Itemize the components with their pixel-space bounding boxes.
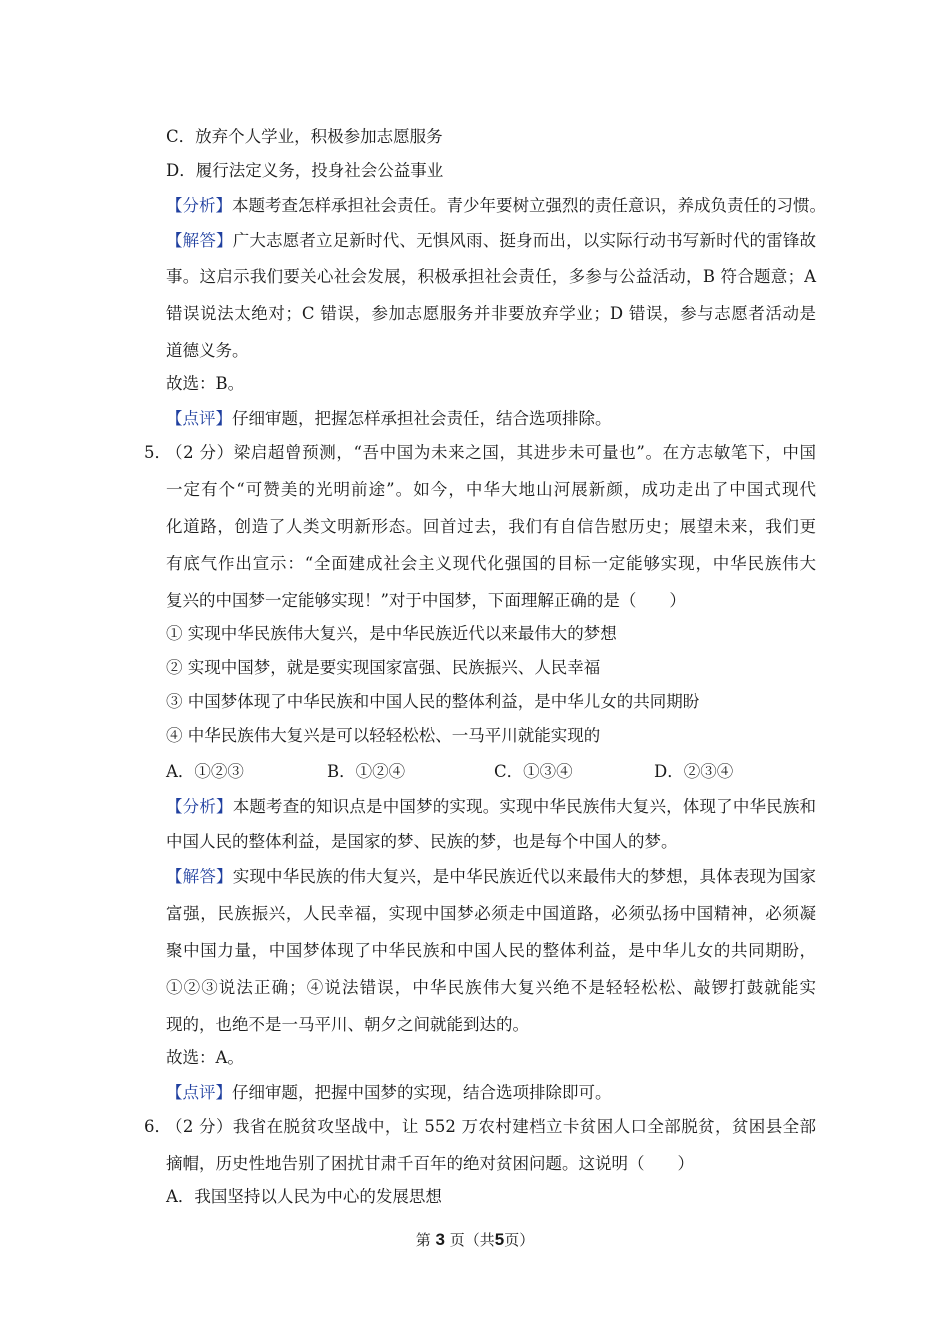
q4-answer-line-3: 错误说法太绝对；C 错误，参加志愿服务并非要放弃学业；D 错误，参与志愿者活动是 xyxy=(166,304,816,323)
q5-stem-line-2: 一定有个“可赞美的光明前途”。如今，中华大地山河展新颜，成功走出了中国式现代 xyxy=(166,480,816,499)
q5-answer-line-2: 富强，民族振兴，人民幸福，实现中国梦必须走中国道路，必须弘扬中国精神，必须凝 xyxy=(166,904,816,923)
q4-analysis-text: 本题考查怎样承担社会责任。青少年要树立强烈的责任意识，养成负责任的习惯。 xyxy=(232,196,826,215)
q6-stem-line-2: 摘帽，历史性地告别了困扰甘肃千百年的绝对贫困问题。这说明（ ） xyxy=(166,1154,694,1173)
q4-answer-line-2: 事。这启示我们要关心社会发展，积极承担社会责任，多参与公益活动，B 符合题意；A xyxy=(166,267,816,286)
q5-statement-1: ① 实现中华民族伟大复兴，是中华民族近代以来最伟大的梦想 xyxy=(166,624,617,643)
q5-options xyxy=(166,762,816,784)
q5-statement-3: ③ 中国梦体现了中华民族和中国人民的整体利益，是中华儿女的共同期盼 xyxy=(166,692,700,711)
q5-option-c: C．①③④ xyxy=(494,762,573,781)
q4-answer-line-1: 【解答】广大志愿者立足新时代、无惧风雨、挺身而出，以实际行动书写新时代的雷锋故 xyxy=(166,231,817,250)
q5-analysis-line-1: 【分析】本题考查的知识点是中国梦的实现。实现中华民族伟大复兴，体现了中华民族和 xyxy=(166,797,817,816)
q5-statement-4: ④ 中华民族伟大复兴是可以轻轻松松、一马平川就能实现的 xyxy=(166,726,601,745)
q6-number: 6． xyxy=(144,1117,171,1136)
q4-comment: 【点评】仔细审题，把握怎样承担社会责任，结合选项排除。 xyxy=(166,409,612,428)
q5-stem-line-5: 复兴的中国梦一定能够实现！”对于中国梦，下面理解正确的是（ ） xyxy=(166,591,686,610)
q5-answer-line-1: 【解答】实现中华民族的伟大复兴，是中华民族近代以来最伟大的梦想，具体表现为国家 xyxy=(166,867,817,886)
q5-number: 5． xyxy=(144,443,171,462)
q5-answer-line-4: ①②③说法正确；④说法错误，中华民族伟大复兴绝不是轻轻松松、敲锣打鼓就能实 xyxy=(166,978,816,997)
q6-option-a: A．我国坚持以人民为中心的发展思想 xyxy=(166,1187,442,1206)
comment-tag: 【点评】 xyxy=(166,1083,232,1102)
q5-statement-2: ② 实现中国梦，就是要实现国家富强、民族振兴、人民幸福 xyxy=(166,658,601,677)
q5-option-d: D．②③④ xyxy=(654,762,734,781)
analysis-tag: 【分析】 xyxy=(166,797,233,816)
q5-choice: 故选：A。 xyxy=(166,1048,244,1067)
answer-tag: 【解答】 xyxy=(166,867,233,886)
total-page-count: 5 xyxy=(494,1230,505,1249)
page-footer: 第 3 页（共5页） xyxy=(415,1230,535,1249)
q5-option-a: A．①②③ xyxy=(166,762,244,781)
q4-option-d: D．履行法定义务，投身社会公益事业 xyxy=(166,161,444,180)
q6-stem-line-1: （2 分）我省在脱贫攻坚战中，让 552 万农村建档立卡贫困人口全部脱贫，贫困县全部 xyxy=(166,1117,816,1136)
analysis-tag: 【分析】 xyxy=(166,196,232,215)
answer-tag: 【解答】 xyxy=(166,231,233,250)
q4-choice: 故选：B。 xyxy=(166,374,245,393)
q4-answer-line-4: 道德义务。 xyxy=(166,341,249,360)
q5-stem-line-1: （2 分）梁启超曾预测，“吾中国为未来之国，其进步未可量也”。在方志敏笔下，中国 xyxy=(166,443,816,462)
q5-answer-line-3: 聚中国力量，中国梦体现了中华民族和中国人民的整体利益，是中华儿女的共同期盼， xyxy=(166,941,816,960)
q4-option-c: C．放弃个人学业，积极参加志愿服务 xyxy=(166,127,443,146)
q4-analysis xyxy=(166,196,826,218)
current-page-number: 3 xyxy=(435,1230,445,1249)
q5-stem-line-4: 有底气作出宣示：“全面建成社会主义现代化强国的目标一定能够实现，中华民族伟大 xyxy=(166,554,816,573)
q5-stem-line-3: 化道路，创造了人类文明新形态。回首过去，我们有自信告慰历史；展望未来，我们更 xyxy=(166,517,816,536)
q5-option-b: B．①②④ xyxy=(327,762,406,781)
q5-answer-line-5: 现的，也绝不是一马平川、朝夕之间就能到达的。 xyxy=(166,1015,529,1034)
q5-comment: 【点评】仔细审题，把握中国梦的实现，结合选项排除即可。 xyxy=(166,1083,612,1102)
comment-tag: 【点评】 xyxy=(166,409,232,428)
q5-analysis-line-2: 中国人民的整体利益，是国家的梦、民族的梦，也是每个中国人的梦。 xyxy=(166,832,678,851)
